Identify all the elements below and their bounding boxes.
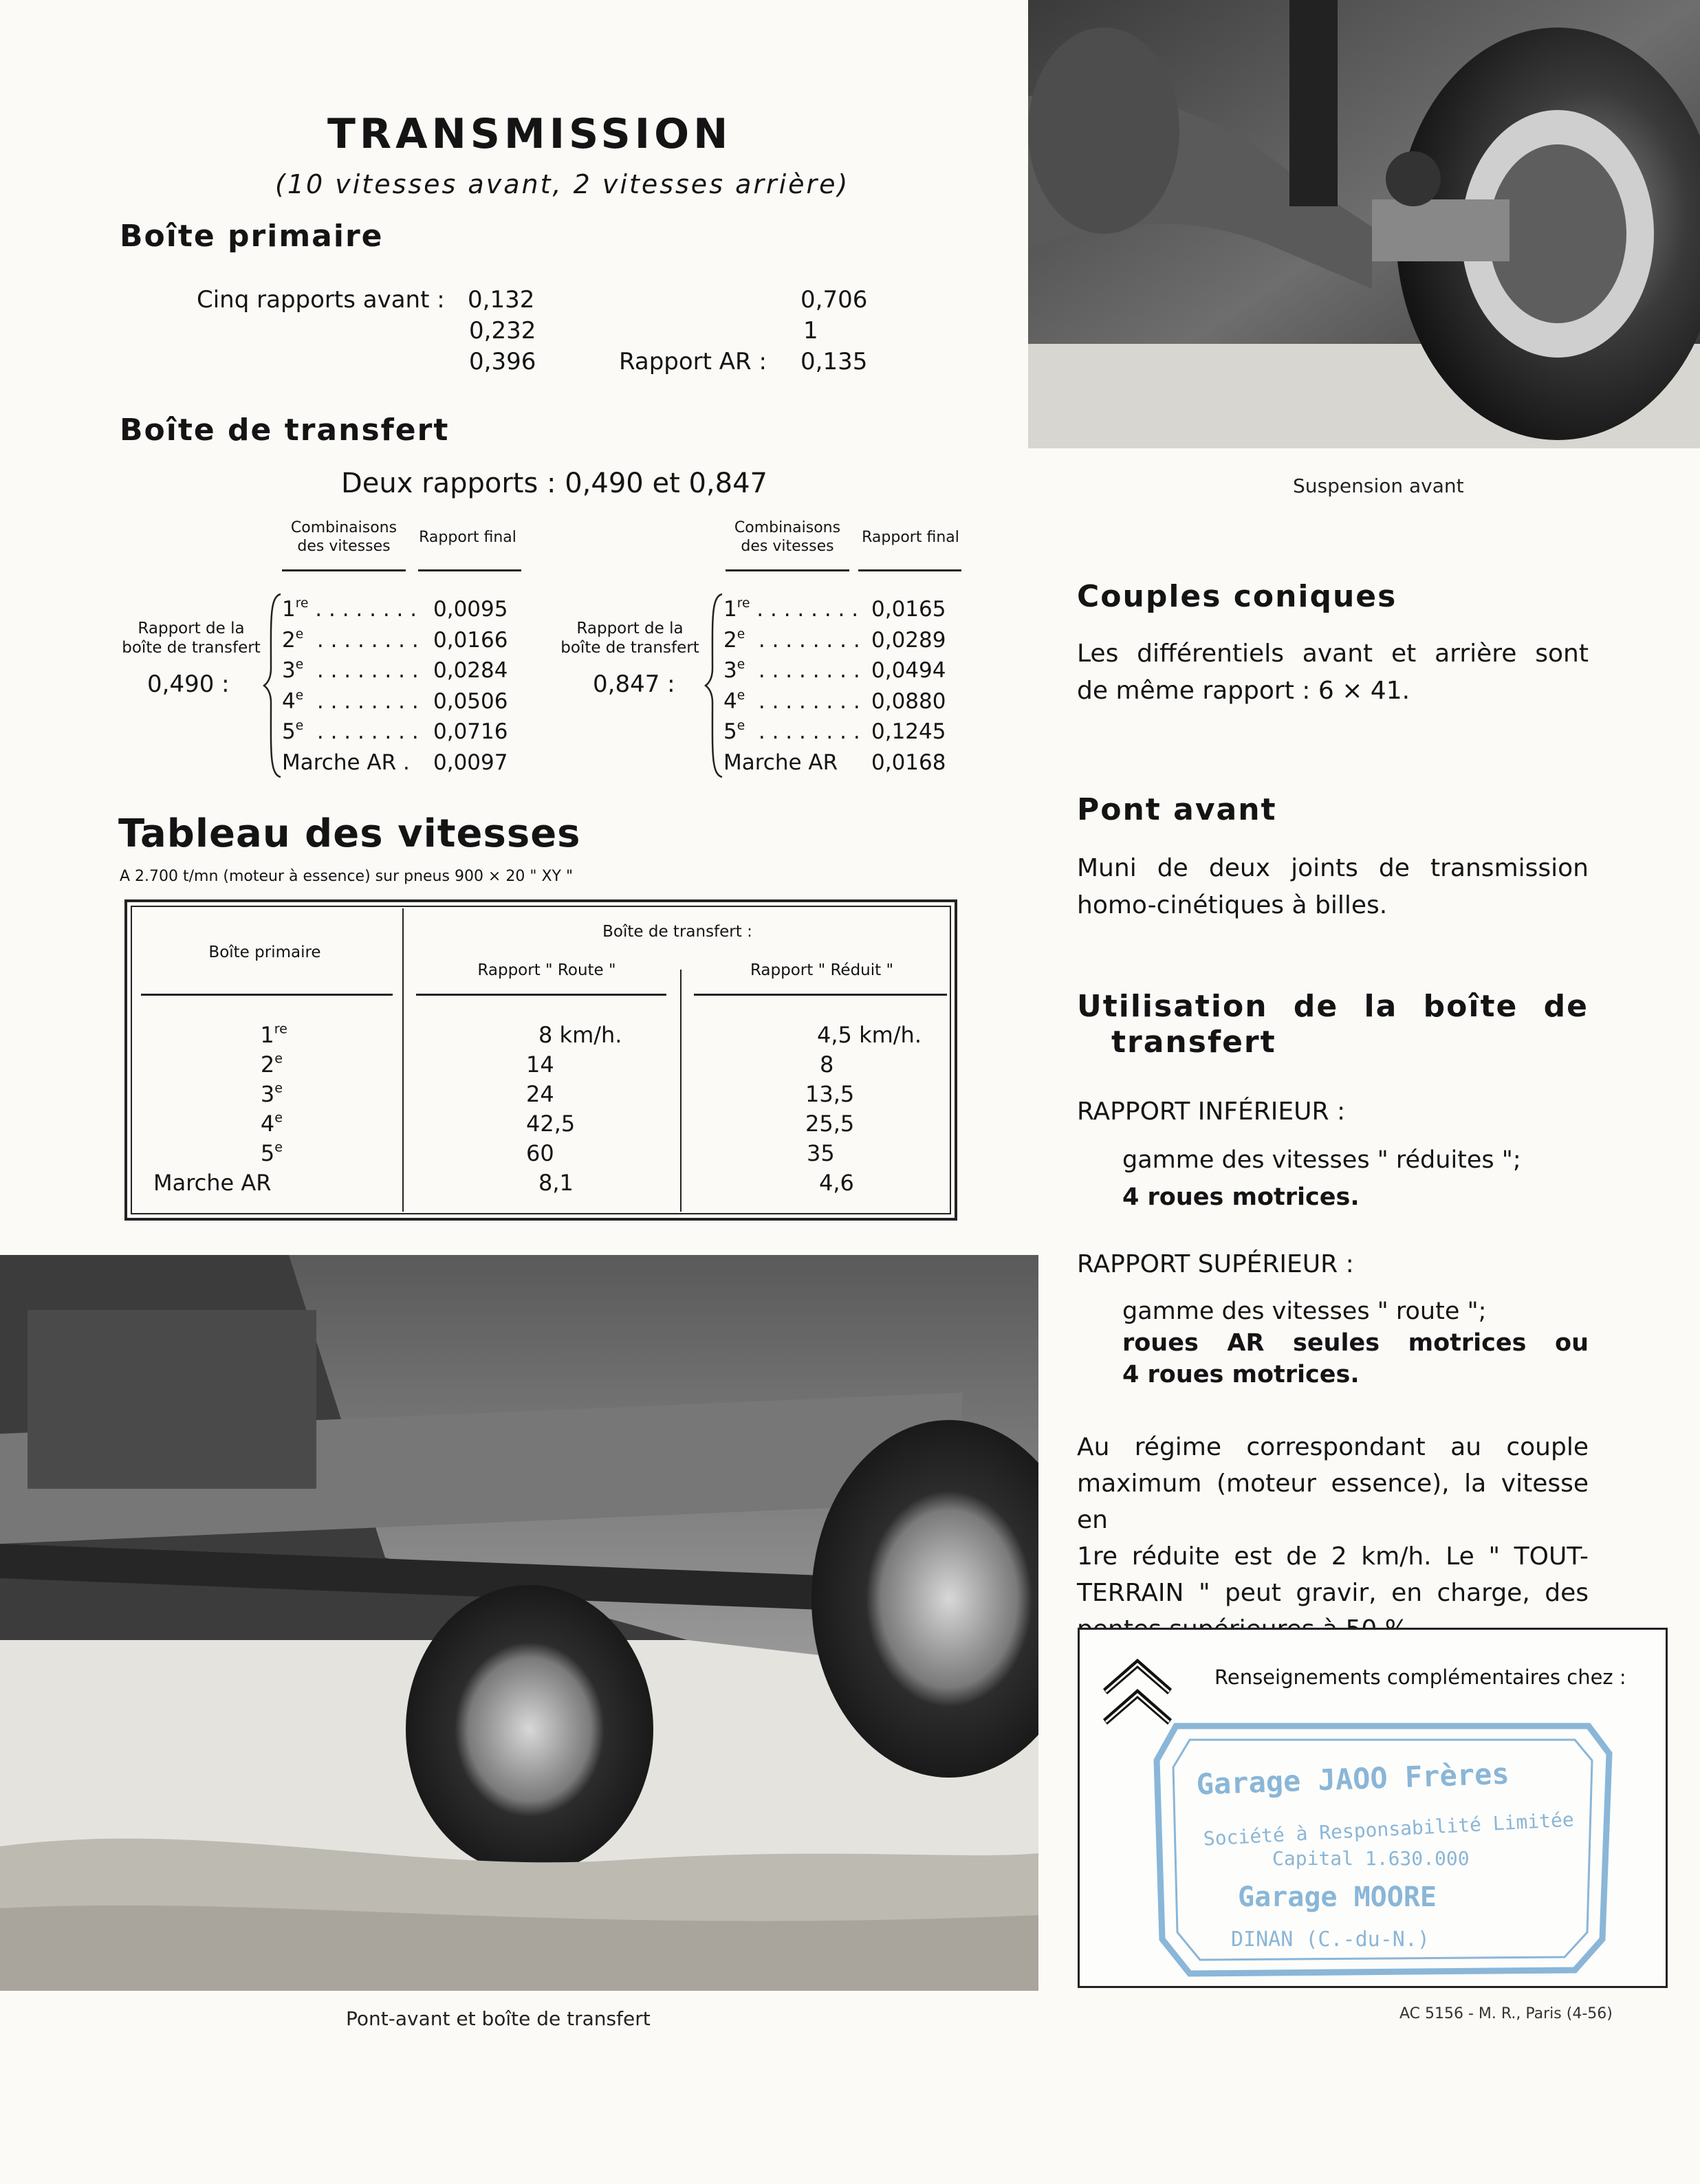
stamp-line: Société à Responsabilité Limitée [1202,1808,1575,1850]
transfert-ratio: 0,490 : [147,670,230,698]
ratio-row: 1re . . . . . . . . 0,0095 [282,596,508,622]
col-divider [402,908,404,1212]
utilisation-heading-line: Utilisation de la boîte de [1077,989,1589,1024]
heading-boite-primaire: Boîte primaire [120,219,384,254]
cell-route: 8 km/h. [538,1022,622,1048]
ratio-value: 0,0168 [871,750,946,775]
ratio-row: 5e . . . . . . . . 0,1245 [723,718,946,744]
cell-reduit: 13,5 [805,1081,855,1107]
ratio-value: 0,0095 [433,597,508,622]
ratio-row [723,747,946,778]
ratio-row: 5e . . . . . . . . 0,0716 [282,718,508,744]
rapport-inferieur-label: RAPPORT INFÉRIEUR : [1077,1098,1346,1126]
superieur-line: roues AR seules motrices ou [1122,1329,1589,1357]
ratio-value: 0,0097 [433,750,508,775]
para-line: maximum (moteur essence), la vitesse en [1077,1470,1589,1534]
ratio-row: Marche AR . 0,0097 [282,750,508,775]
rapport-ar-label: Rapport AR : [619,348,767,375]
primaire-value: 0,706 [800,286,868,314]
cell-reduit: 8 [820,1051,834,1078]
primaire-value: 0,232 [469,317,536,345]
rule [694,994,947,996]
brace [704,593,725,778]
col-rapport-final: Rapport final [862,529,959,546]
th-reduit: Rapport " Réduit " [750,961,894,979]
transfert-left-rows [282,594,508,778]
heading-couples-coniques: Couples coniques [1077,579,1397,614]
rapport-superieur-label: RAPPORT SUPÉRIEUR : [1077,1250,1354,1278]
ratio-value: 0,0716 [433,719,508,744]
col-rapport-final: Rapport final [419,529,516,546]
rule [141,994,393,996]
dealer-stamp [1148,1712,1616,1980]
stamp-line: Capital 1.630.000 [1272,1847,1470,1870]
rule [418,569,521,571]
brace [263,593,283,778]
primaire-value: 1 [803,317,818,345]
page-subtitle: (10 vitesses avant, 2 vitesses arrière) [275,169,850,199]
page-title: TRANSMISSION [327,110,732,158]
table-row: 5e [260,1139,283,1166]
inferieur-line: gamme des vitesses " réduites "; [1122,1146,1521,1174]
superieur-line: 4 roues motrices. [1122,1361,1360,1388]
utilisation-paragraph [1077,1429,1589,1648]
rule [726,569,849,571]
footer-ref: AC 5156 - M. R., Paris (4-56) [1399,2005,1613,2022]
heading-boite-transfert: Boîte de transfert [120,413,450,448]
para-line: Au régime correspondant au couple [1077,1433,1589,1461]
ratio-value: 0,0289 [871,627,946,653]
speed-table [124,899,957,1221]
ratio-value: 0,0284 [433,658,508,683]
table-row: 4e [260,1109,283,1137]
contact-label: Renseignements complémentaires chez : [1214,1666,1626,1689]
table-row: 2e [260,1050,283,1078]
caption-pont-avant: Pont-avant et boîte de transfert [346,2007,651,2030]
para-line: 1re réduite est de 2 km/h. Le " TOUT- [1077,1542,1589,1571]
deux-rapports: Deux rapports : 0,490 et 0,847 [341,468,767,499]
ratio-value: 0,0165 [871,597,946,622]
couples-line: de même rapport : 6 × 41. [1077,677,1410,705]
ratio-row: 4e . . . . . . . . 0,0506 [282,688,508,714]
cell-route: 24 [526,1081,554,1107]
utilisation-heading-line: transfert [1111,1025,1276,1060]
pont-avant-line: homo-cinétiques à billes. [1077,891,1388,919]
th-boite-primaire: Boîte primaire [208,943,321,961]
heading-pont-avant: Pont avant [1077,792,1277,827]
rapport-inferieur-text [1122,1142,1521,1216]
table-row: 3e [260,1080,283,1107]
caption-suspension-avant: Suspension avant [1293,474,1464,497]
photo-suspension-avant [1028,0,1700,448]
ratio-row: 4e . . . . . . . . 0,0880 [723,688,946,714]
stamp-line: Garage JAOO Frères [1195,1756,1510,1802]
photo-pont-avant [0,1255,1038,1991]
cell-route: 14 [526,1051,554,1078]
cell-reduit: 35 [807,1140,835,1166]
pont-avant-text [1077,850,1589,924]
ratio-value: 0,0880 [871,688,946,714]
ratio-value: 0,0494 [871,658,946,683]
stamp-line: Garage MOORE [1238,1881,1437,1913]
rule [858,569,961,571]
heading-utilisation [1077,989,1589,1060]
stamp-line: DINAN (C.-du-N.) [1231,1928,1430,1952]
table-row: Marche AR [153,1170,272,1196]
cell-route: 42,5 [526,1111,576,1137]
ratio-row: 2e . . . . . . . . 0,0289 [723,626,946,653]
cell-reduit: 4,6 [819,1170,854,1196]
cell-reduit: 4,5 km/h. [817,1022,922,1048]
ratio-value: 0,1245 [871,719,946,744]
transfert-ratio: 0,847 : [593,670,675,698]
group-label: Rapport de la boîte de transfert [560,620,699,657]
ratio-value: 0,0506 [433,688,508,714]
cell-route: 8,1 [538,1170,574,1196]
inferieur-line: 4 roues motrices. [1122,1183,1360,1211]
gear-marche-ar: Marche AR [723,750,838,775]
ratio-row: 3e . . . . . . . . 0,0494 [723,657,946,683]
rule [282,569,406,571]
th-boite-transfert: Boîte de transfert : [602,923,752,941]
primaire-value: 0,132 [468,286,535,314]
th-route: Rapport " Route " [477,961,616,979]
table-row: 1re [260,1020,287,1048]
ratio-row: 2e . . . . . . . . 0,0166 [282,626,508,653]
primaire-value: 0,396 [469,348,536,375]
contact-box [1078,1628,1668,1988]
heading-tableau-vitesses: Tableau des vitesses [118,811,581,856]
rule [416,994,666,996]
superieur-line: gamme des vitesses " route "; [1122,1298,1487,1325]
ratio-row: 1re . . . . . . . . 0,0165 [723,596,946,622]
col-combinaisons: Combinaisons des vitesses [734,519,841,555]
tableau-note: A 2.700 t/mn (moteur à essence) sur pneus 900 × 20 " XY " [120,868,574,885]
group-label: Rapport de la boîte de transfert [122,620,261,657]
col-combinaisons: Combinaisons des vitesses [290,519,397,555]
couples-text [1077,635,1589,710]
ratio-value: 0,0166 [433,627,508,653]
couples-line: Les différentiels avant et arrière sont [1077,640,1589,668]
gear-marche-ar: Marche AR [282,750,397,775]
rapport-superieur-text [1122,1296,1589,1390]
cell-route: 60 [526,1140,554,1166]
rapport-ar-value: 0,135 [800,348,868,375]
cinq-rapports-label: Cinq rapports avant : [197,286,445,314]
para-line: TERRAIN " peut gravir, en charge, des [1077,1579,1589,1607]
pont-avant-line: Muni de deux joints de transmission [1077,854,1589,882]
col-divider [680,970,682,1212]
ratio-row: 3e . . . . . . . . 0,0284 [282,657,508,683]
transfert-right-rows [723,594,946,778]
cell-reduit: 25,5 [805,1111,855,1137]
